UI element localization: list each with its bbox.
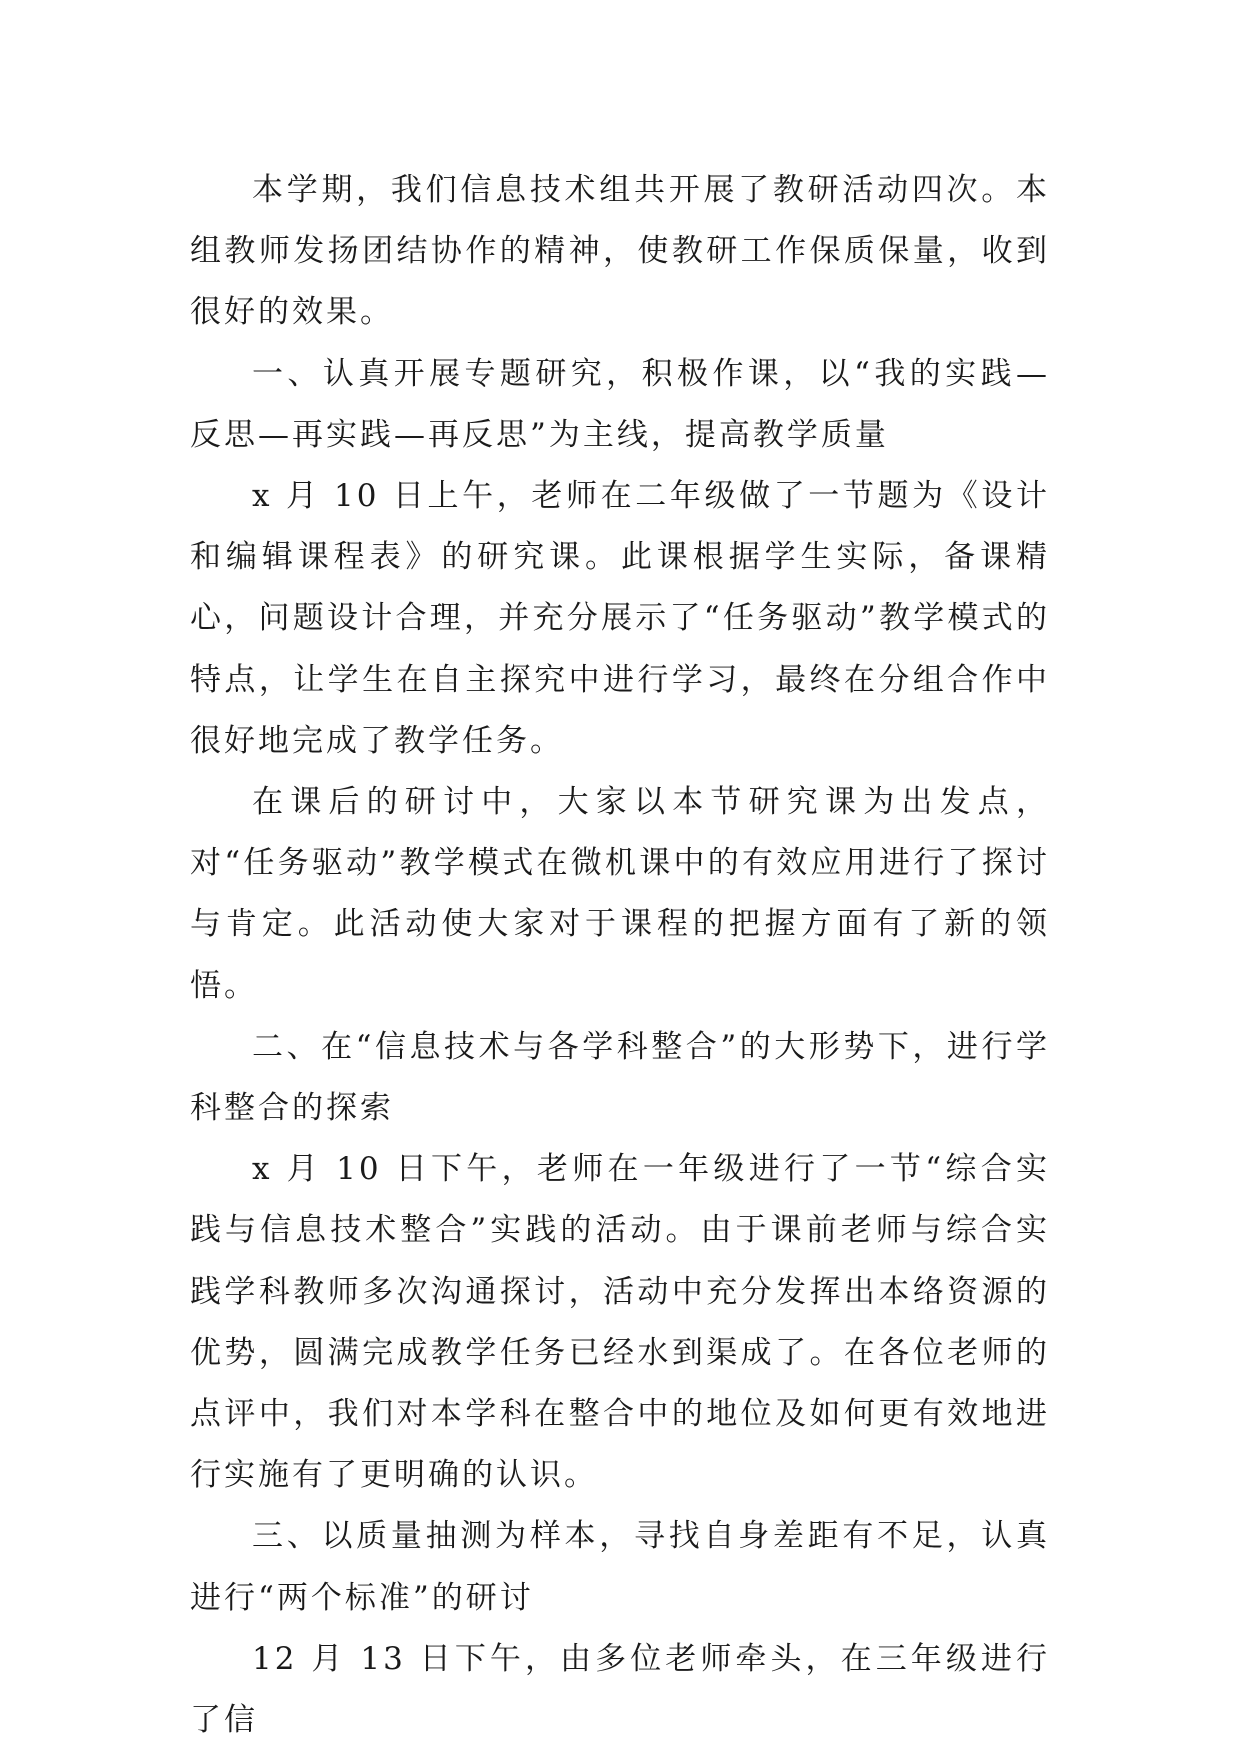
body-paragraph: x 月 10 日上午，老师在二年级做了一节题为《设计和编辑课程表》的研究课。此课根据学生实际，备课精心，问题设计合理，并充分展示了“任务驱动”教学模式的特点，让学生在自主探究中进行学习，最终在分组合作中很好地完成了教学任务。 <box>190 478 1050 759</box>
body-paragraph: 12 月 13 日下午，由多位老师牵头，在三年级进行了信 <box>190 1640 1050 1739</box>
section-heading-2: 二、在“信息技术与各学科整合”的大形势下，进行学科整合的探索 <box>190 1028 1050 1127</box>
intro-paragraph: 本学期，我们信息技术组共开展了教研活动四次。本组教师发扬团结协作的精神，使教研工作保质保量，收到很好的效果。 <box>190 172 1050 331</box>
document-body <box>190 160 1050 1751</box>
body-paragraph: x 月 10 日下午，老师在一年级进行了一节“综合实践与信息技术整合”实践的活动。由于课前老师与综合实践学科教师多次沟通探讨，活动中充分发挥出本络资源的优势，圆满完成教学任务已经水到渠成了。在各位老师的点评中，我们对本学科在整合中的地位及如何更有效地进行实施有了更明确的认识。 <box>190 1151 1050 1494</box>
section-heading-1: 一、认真开展专题研究，积极作课，以“我的实践—反思—再实践—再反思”为主线，提高教学质量 <box>190 355 1050 453</box>
body-paragraph: 在课后的研讨中，大家以本节研究课为出发点，对“任务驱动”教学模式在微机课中的有效应用进行了探讨与肯定。此活动使大家对于课程的把握方面有了新的领悟。 <box>190 784 1050 1004</box>
section-heading-3: 三、以质量抽测为样本，寻找自身差距有不足，认真进行“两个标准”的研讨 <box>190 1518 1050 1616</box>
